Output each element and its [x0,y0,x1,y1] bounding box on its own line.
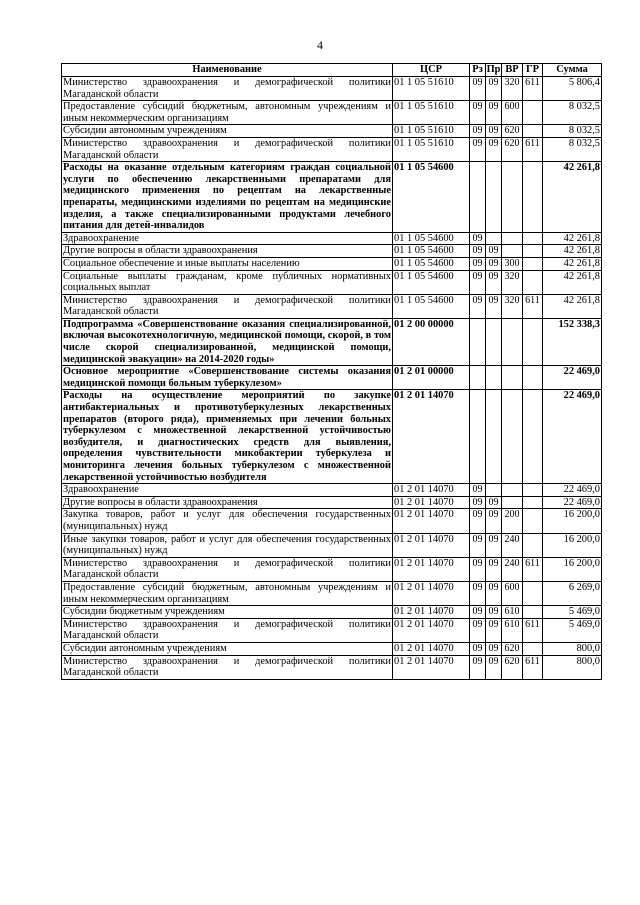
cell-pr: 09 [486,257,502,270]
cell-gr: 611 [523,294,543,318]
cell-vr: 320 [502,77,523,101]
cell-csr: 01 2 01 14070 [393,533,470,557]
cell-rz: 09 [470,270,486,294]
cell-csr: 01 1 05 54600 [393,270,470,294]
cell-rz: 09 [470,496,486,509]
cell-csr: 01 2 01 14070 [393,655,470,679]
cell-name: Расходы на оказание отдельным категориям граждан социальной услуги по обеспечению лекарственными препаратами для медицинского применения по рецептам на лекарственные препараты, медицинскими изделиями по рецептам на медицинские изделия, а также специализированными продуктами лечебного питания для детей-инвалидов [63,162,391,232]
cell-vr: 620 [502,137,523,161]
cell-rz: 09 [470,618,486,642]
cell-vr: 200 [502,509,523,533]
budget-table [61,63,602,680]
cell-vr: 600 [502,581,523,605]
cell-name: Иные закупки товаров, работ и услуг для обеспечения государственных (муниципальных) нужд [63,533,391,557]
cell-vr: 600 [502,101,523,125]
cell-rz [470,390,486,484]
cell-vr: 320 [502,294,523,318]
cell-csr: 01 2 01 14070 [393,642,470,655]
cell-sum: 16 200,0 [543,557,602,581]
cell-pr: 09 [486,77,502,101]
cell-pr: 09 [486,496,502,509]
cell-sum: 16 200,0 [543,509,602,533]
cell-rz [470,366,486,390]
cell-name: Другие вопросы в области здравоохранения [62,496,393,509]
cell-rz: 09 [470,232,486,245]
header-name: Наименование [62,64,393,77]
cell-csr: 01 2 01 14070 [393,390,470,484]
cell-rz: 09 [470,655,486,679]
cell-rz: 09 [470,294,486,318]
cell-pr: 09 [486,533,502,557]
cell-rz: 09 [470,137,486,161]
cell-name: Подпрограмма «Совершенствование оказания специализированной, включая высокотехнологичную, медицинской помощи, скорой, в том числе скорой специализированной, медицинской помощи, медицинской эвакуации» на 2014-2020 годы» [63,318,391,365]
table-row [62,655,602,679]
table-row [62,496,602,509]
cell-vr: 300 [502,257,523,270]
cell-pr: 09 [486,557,502,581]
cell-name: Здравоохранение [62,232,393,245]
table-row [62,318,602,365]
cell-rz: 09 [470,642,486,655]
cell-name: Субсидии автономным учреждениям [62,642,393,655]
cell-csr: 01 1 05 54600 [393,162,470,233]
cell-rz [470,162,486,233]
cell-vr: 620 [502,655,523,679]
cell-gr: 611 [523,655,543,679]
cell-sum: 42 261,8 [543,294,602,318]
cell-name: Социальное обеспечение и иные выплаты населению [62,257,393,270]
table-row [62,270,602,294]
cell-vr [502,496,523,509]
cell-pr [486,318,502,365]
cell-gr [523,270,543,294]
table-row [62,484,602,497]
cell-rz: 09 [470,77,486,101]
cell-gr [523,606,543,619]
cell-pr: 09 [486,294,502,318]
cell-pr: 09 [486,101,502,125]
cell-vr: 240 [502,533,523,557]
cell-rz: 09 [470,581,486,605]
cell-gr [523,484,543,497]
cell-vr [502,318,523,365]
cell-csr: 01 2 01 00000 [393,366,470,390]
table-row [62,618,602,642]
cell-csr: 01 2 00 00000 [393,318,470,365]
cell-gr [523,257,543,270]
cell-pr: 09 [486,606,502,619]
cell-gr [523,509,543,533]
cell-vr: 240 [502,557,523,581]
cell-sum: 5 469,0 [543,618,602,642]
cell-name: Основное мероприятие «Совершенствование системы оказания медицинской помощи больным туберкулезом» [63,366,391,389]
cell-sum: 8 032,5 [543,137,602,161]
cell-rz [470,318,486,365]
cell-csr: 01 1 05 51610 [393,137,470,161]
cell-sum: 6 269,0 [543,581,602,605]
cell-sum: 22 469,0 [543,390,602,484]
cell-gr [523,496,543,509]
cell-gr: 611 [523,77,543,101]
cell-csr: 01 1 05 51610 [393,125,470,138]
cell-sum: 16 200,0 [543,533,602,557]
table-row [62,642,602,655]
cell-name: Министерство здравоохранения и демографической политики Магаданской области [63,618,391,642]
cell-vr [502,232,523,245]
table-row [62,294,602,318]
cell-pr: 09 [486,270,502,294]
cell-gr [523,366,543,390]
table-row [62,137,602,161]
cell-sum: 8 032,5 [543,125,602,138]
cell-sum: 5 806,4 [543,77,602,101]
cell-name: Министерство здравоохранения и демографической политики Магаданской области [63,655,391,679]
cell-rz: 09 [470,245,486,258]
cell-rz: 09 [470,557,486,581]
table-row [62,366,602,390]
cell-vr [502,390,523,484]
cell-sum: 22 469,0 [543,484,602,497]
cell-pr: 09 [486,137,502,161]
cell-sum: 42 261,8 [543,257,602,270]
cell-pr [486,366,502,390]
header-pr: Пр [486,64,501,75]
cell-sum: 22 469,0 [543,496,602,509]
cell-csr: 01 2 01 14070 [393,606,470,619]
cell-csr: 01 2 01 14070 [393,581,470,605]
table-row [62,509,602,533]
table-row [62,557,602,581]
cell-sum: 5 469,0 [543,606,602,619]
cell-name: Социальные выплаты гражданам, кроме публичных нормативных социальных выплат [63,270,391,294]
cell-csr: 01 2 01 14070 [393,484,470,497]
table-row [62,245,602,258]
cell-gr: 611 [523,618,543,642]
cell-name: Закупка товаров, работ и услуг для обеспечения государственных (муниципальных) нужд [63,509,391,532]
cell-name: Министерство здравоохранения и демографической политики Магаданской области [63,77,391,100]
cell-sum: 42 261,8 [543,270,602,294]
cell-rz: 09 [470,484,486,497]
cell-rz: 09 [470,101,486,125]
cell-vr: 610 [502,606,523,619]
cell-gr: 611 [523,137,543,161]
header-vr: ВР [502,64,523,77]
table-row [62,581,602,605]
cell-name: Расходы на осуществление мероприятий по закупке антибактериальных и противотуберкулезных лекарственных препаратов (второго ряда), применяемых при лечении больных туберкулезом с множественной лекарственной устойчивостью возбудителя, и диагностических средств для выявления, определения чувствительности микобактерии туберкулеза и мониторинга лечения больных туберкулезом с множественной лекарственной устойчивостью возбудителя [63,390,391,483]
cell-gr [523,125,543,138]
cell-csr: 01 1 05 54600 [393,245,470,258]
cell-pr [486,390,502,484]
cell-pr [486,484,502,497]
cell-rz: 09 [470,533,486,557]
cell-gr [523,245,543,258]
cell-name: Здравоохранение [62,484,393,497]
cell-pr: 09 [486,581,502,605]
cell-csr: 01 1 05 54600 [393,294,470,318]
cell-gr [523,533,543,557]
table-row [62,390,602,484]
cell-sum: 22 469,0 [543,366,602,390]
cell-vr [502,484,523,497]
cell-pr: 09 [486,509,502,533]
cell-csr: 01 1 05 54600 [393,232,470,245]
cell-vr: 620 [502,125,523,138]
cell-gr [523,318,543,365]
cell-pr: 09 [486,245,502,258]
cell-name: Другие вопросы в области здравоохранения [62,245,393,258]
cell-name: Субсидии бюджетным учреждениям [62,606,393,619]
header-gr: ГР [523,64,543,77]
cell-gr [523,162,543,233]
cell-name: Министерство здравоохранения и демографической политики Магаданской области [63,137,391,161]
table-row [62,162,602,233]
cell-sum: 42 261,8 [543,232,602,245]
cell-pr [486,232,502,245]
cell-gr [523,232,543,245]
cell-gr [523,581,543,605]
cell-csr: 01 1 05 54600 [393,257,470,270]
table-header-row [62,64,602,77]
cell-sum: 152 338,3 [543,318,602,365]
table-row [62,606,602,619]
cell-csr: 01 2 01 14070 [393,618,470,642]
header-csr: ЦСР [393,64,470,77]
cell-vr [502,245,523,258]
cell-rz: 09 [470,257,486,270]
cell-sum: 8 032,5 [543,101,602,125]
cell-vr: 320 [502,270,523,294]
cell-csr: 01 1 05 51610 [393,77,470,101]
table-row [62,533,602,557]
table-row [62,257,602,270]
cell-gr [523,642,543,655]
cell-vr: 610 [502,618,523,642]
cell-name: Субсидии автономным учреждениям [62,125,393,138]
table-row [62,101,602,125]
cell-gr [523,101,543,125]
header-sum: Сумма [543,64,602,77]
cell-csr: 01 2 01 14070 [393,496,470,509]
cell-name: Предоставление субсидий бюджетным, автономным учреждениям и иным некоммерческим организациям [63,101,391,124]
cell-sum: 800,0 [543,655,602,679]
cell-pr: 09 [486,618,502,642]
table-row [62,125,602,138]
cell-gr [523,390,543,484]
cell-vr [502,162,523,233]
cell-pr: 09 [486,642,502,655]
cell-rz: 09 [470,606,486,619]
cell-csr: 01 2 01 14070 [393,557,470,581]
cell-rz: 09 [470,509,486,533]
cell-rz: 09 [470,125,486,138]
cell-csr: 01 1 05 51610 [393,101,470,125]
cell-name: Министерство здравоохранения и демографической политики Магаданской области [63,557,391,581]
table-row [62,77,602,101]
cell-vr [502,366,523,390]
cell-pr: 09 [486,655,502,679]
cell-name: Министерство здравоохранения и демографической политики Магаданской области [63,294,391,318]
table-row [62,232,602,245]
cell-pr: 09 [486,125,502,138]
cell-csr: 01 2 01 14070 [393,509,470,533]
cell-pr [486,162,502,233]
header-rz: Рз [470,64,486,77]
cell-name: Предоставление субсидий бюджетным, автономным учреждениям и иным некоммерческим организациям [63,581,391,605]
cell-sum: 42 261,8 [543,245,602,258]
cell-sum: 42 261,8 [543,162,602,233]
page-number: 4 [317,38,323,52]
cell-sum: 800,0 [543,642,602,655]
cell-vr: 620 [502,642,523,655]
cell-gr: 611 [523,557,543,581]
